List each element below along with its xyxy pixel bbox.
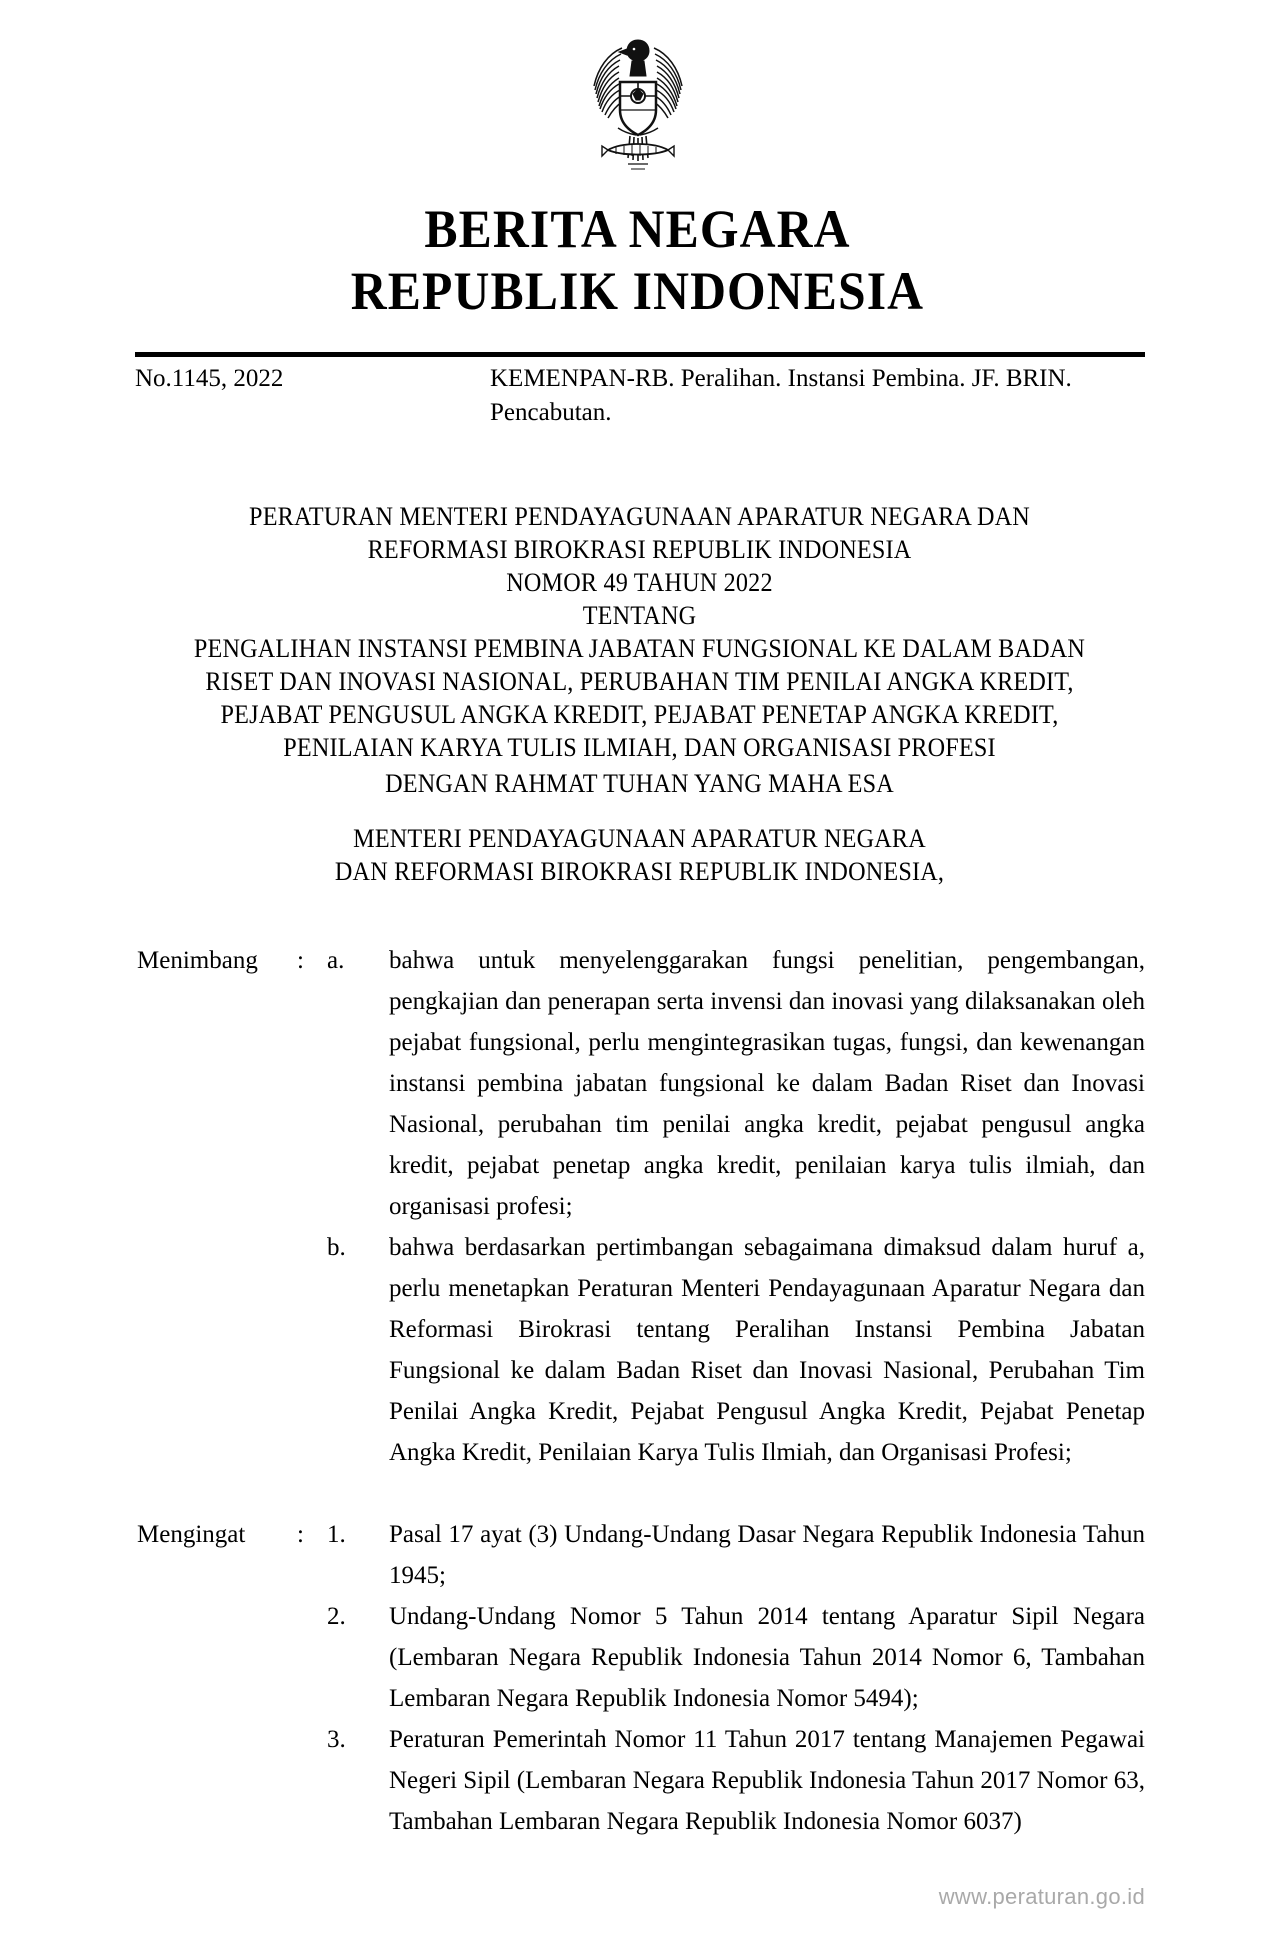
clauses-body	[137, 940, 1145, 1842]
garuda-pancasila-emblem	[578, 28, 698, 180]
footer	[0, 1884, 1275, 1910]
minister-heading-line-1: MENTERI PENDAYAGUNAAN APARATUR NEGARA	[353, 824, 926, 853]
item-marker: b.	[327, 1234, 346, 1261]
title-line: REFORMASI BIROKRASI REPUBLIK INDONESIA	[367, 535, 912, 564]
title-line: PENILAIAN KARYA TULIS ILMIAH, DAN ORGANISASI PROFESI	[283, 733, 996, 762]
header-divider	[135, 352, 1145, 357]
clause-items	[327, 940, 1145, 1473]
minister-heading-line-2: DAN REFORMASI BIROKRASI REPUBLIK INDONESIA,	[334, 857, 945, 886]
clause-item	[327, 1719, 1145, 1842]
document-keywords: KEMENPAN-RB. Peralihan. Instansi Pembina. JF. BRIN. Pencabutan.	[490, 365, 1072, 426]
clause-label: Menimbang	[137, 947, 258, 974]
clause-spacer	[137, 1473, 1145, 1514]
footer-watermark: www.peraturan.go.id	[938, 1884, 1145, 1909]
regulation-title-block	[137, 500, 1142, 764]
document-header-row	[135, 362, 1145, 430]
clause-item	[327, 1596, 1145, 1719]
preamble-block	[137, 767, 1142, 800]
item-marker: 2.	[327, 1603, 346, 1630]
preamble-line: DENGAN RAHMAT TUHAN YANG MAHA ESA	[385, 769, 894, 798]
item-marker: 1.	[327, 1521, 346, 1548]
clause-item	[327, 1227, 1145, 1473]
masthead-line-2: REPUBLIK INDONESIA	[350, 261, 925, 321]
item-marker: a.	[327, 947, 345, 974]
minister-heading-block	[137, 822, 1142, 888]
clause-label: Mengingat	[137, 1521, 246, 1548]
title-line: TENTANG	[582, 601, 697, 630]
title-line: PERATURAN MENTERI PENDAYAGUNAAN APARATUR NEGARA DAN	[249, 502, 1030, 531]
title-line: PENGALIHAN INSTANSI PEMBINA JABATAN FUNGSIONAL KE DALAM BADAN	[193, 634, 1086, 663]
clause-colon: :	[297, 947, 304, 974]
title-line: NOMOR 49 TAHUN 2022	[506, 568, 773, 597]
item-text: Pasal 17 ayat (3) Undang-Undang Dasar Negara Republik Indonesia Tahun 1945;	[389, 1521, 1145, 1589]
masthead-line-1: BERITA NEGARA	[424, 199, 851, 259]
title-line: PEJABAT PENGUSUL ANGKA KREDIT, PEJABAT PENETAP ANGKA KREDIT,	[220, 700, 1059, 729]
document-number: No.1145, 2022	[135, 365, 284, 392]
item-text: bahwa berdasarkan pertimbangan sebagaimana dimaksud dalam huruf a, perlu menetapkan Peraturan Menteri Pendayagunaan Aparatur Negara dan Reformasi Birokrasi tentang Peralihan Instansi Pembina Jabatan Fungsional ke dalam Badan Riset dan Inovasi Nasional, Perubahan Tim Penilai Angka Kredit, Pejabat Pengusul Angka Kredit, Pejabat Penetap Angka Kredit, Penilaian Karya Tulis Ilmiah, dan Organisasi Profesi;	[389, 1234, 1145, 1466]
masthead	[0, 198, 1275, 322]
clause-item	[327, 1514, 1145, 1596]
emblem-container	[0, 28, 1275, 180]
clause-menimbang	[137, 940, 1145, 1473]
clause-items	[327, 1514, 1145, 1842]
clause-item	[327, 940, 1145, 1227]
clause-mengingat	[137, 1514, 1145, 1842]
item-text: Undang-Undang Nomor 5 Tahun 2014 tentang Aparatur Sipil Negara (Lembaran Negara Republik Indonesia Tahun 2014 Nomor 6, Tambahan Lembaran Negara Republik Indonesia Nomor 5494);	[389, 1603, 1145, 1712]
clause-colon: :	[297, 1521, 304, 1548]
item-text: Peraturan Pemerintah Nomor 11 Tahun 2017 tentang Manajemen Pegawai Negeri Sipil (Lembaran Negara Republik Indonesia Tahun 2017 Nomor 63, Tambahan Lembaran Negara Republik Indonesia Nomor 6037)	[389, 1726, 1145, 1835]
item-marker: 3.	[327, 1726, 346, 1753]
item-text: bahwa untuk menyelenggarakan fungsi penelitian, pengembangan, pengkajian dan penerapan serta invensi dan inovasi yang dilaksanakan oleh pejabat fungsional, perlu mengintegrasikan tugas, fungsi, dan kewenangan instansi pembina jabatan fungsional ke dalam Badan Riset dan Inovasi Nasional, perubahan tim penilai angka kredit, pejabat pengusul angka kredit, pejabat penetap angka kredit, penilaian karya tulis ilmiah, dan organisasi profesi;	[389, 947, 1145, 1220]
title-line: RISET DAN INOVASI NASIONAL, PERUBAHAN TIM PENILAI ANGKA KREDIT,	[205, 667, 1074, 696]
